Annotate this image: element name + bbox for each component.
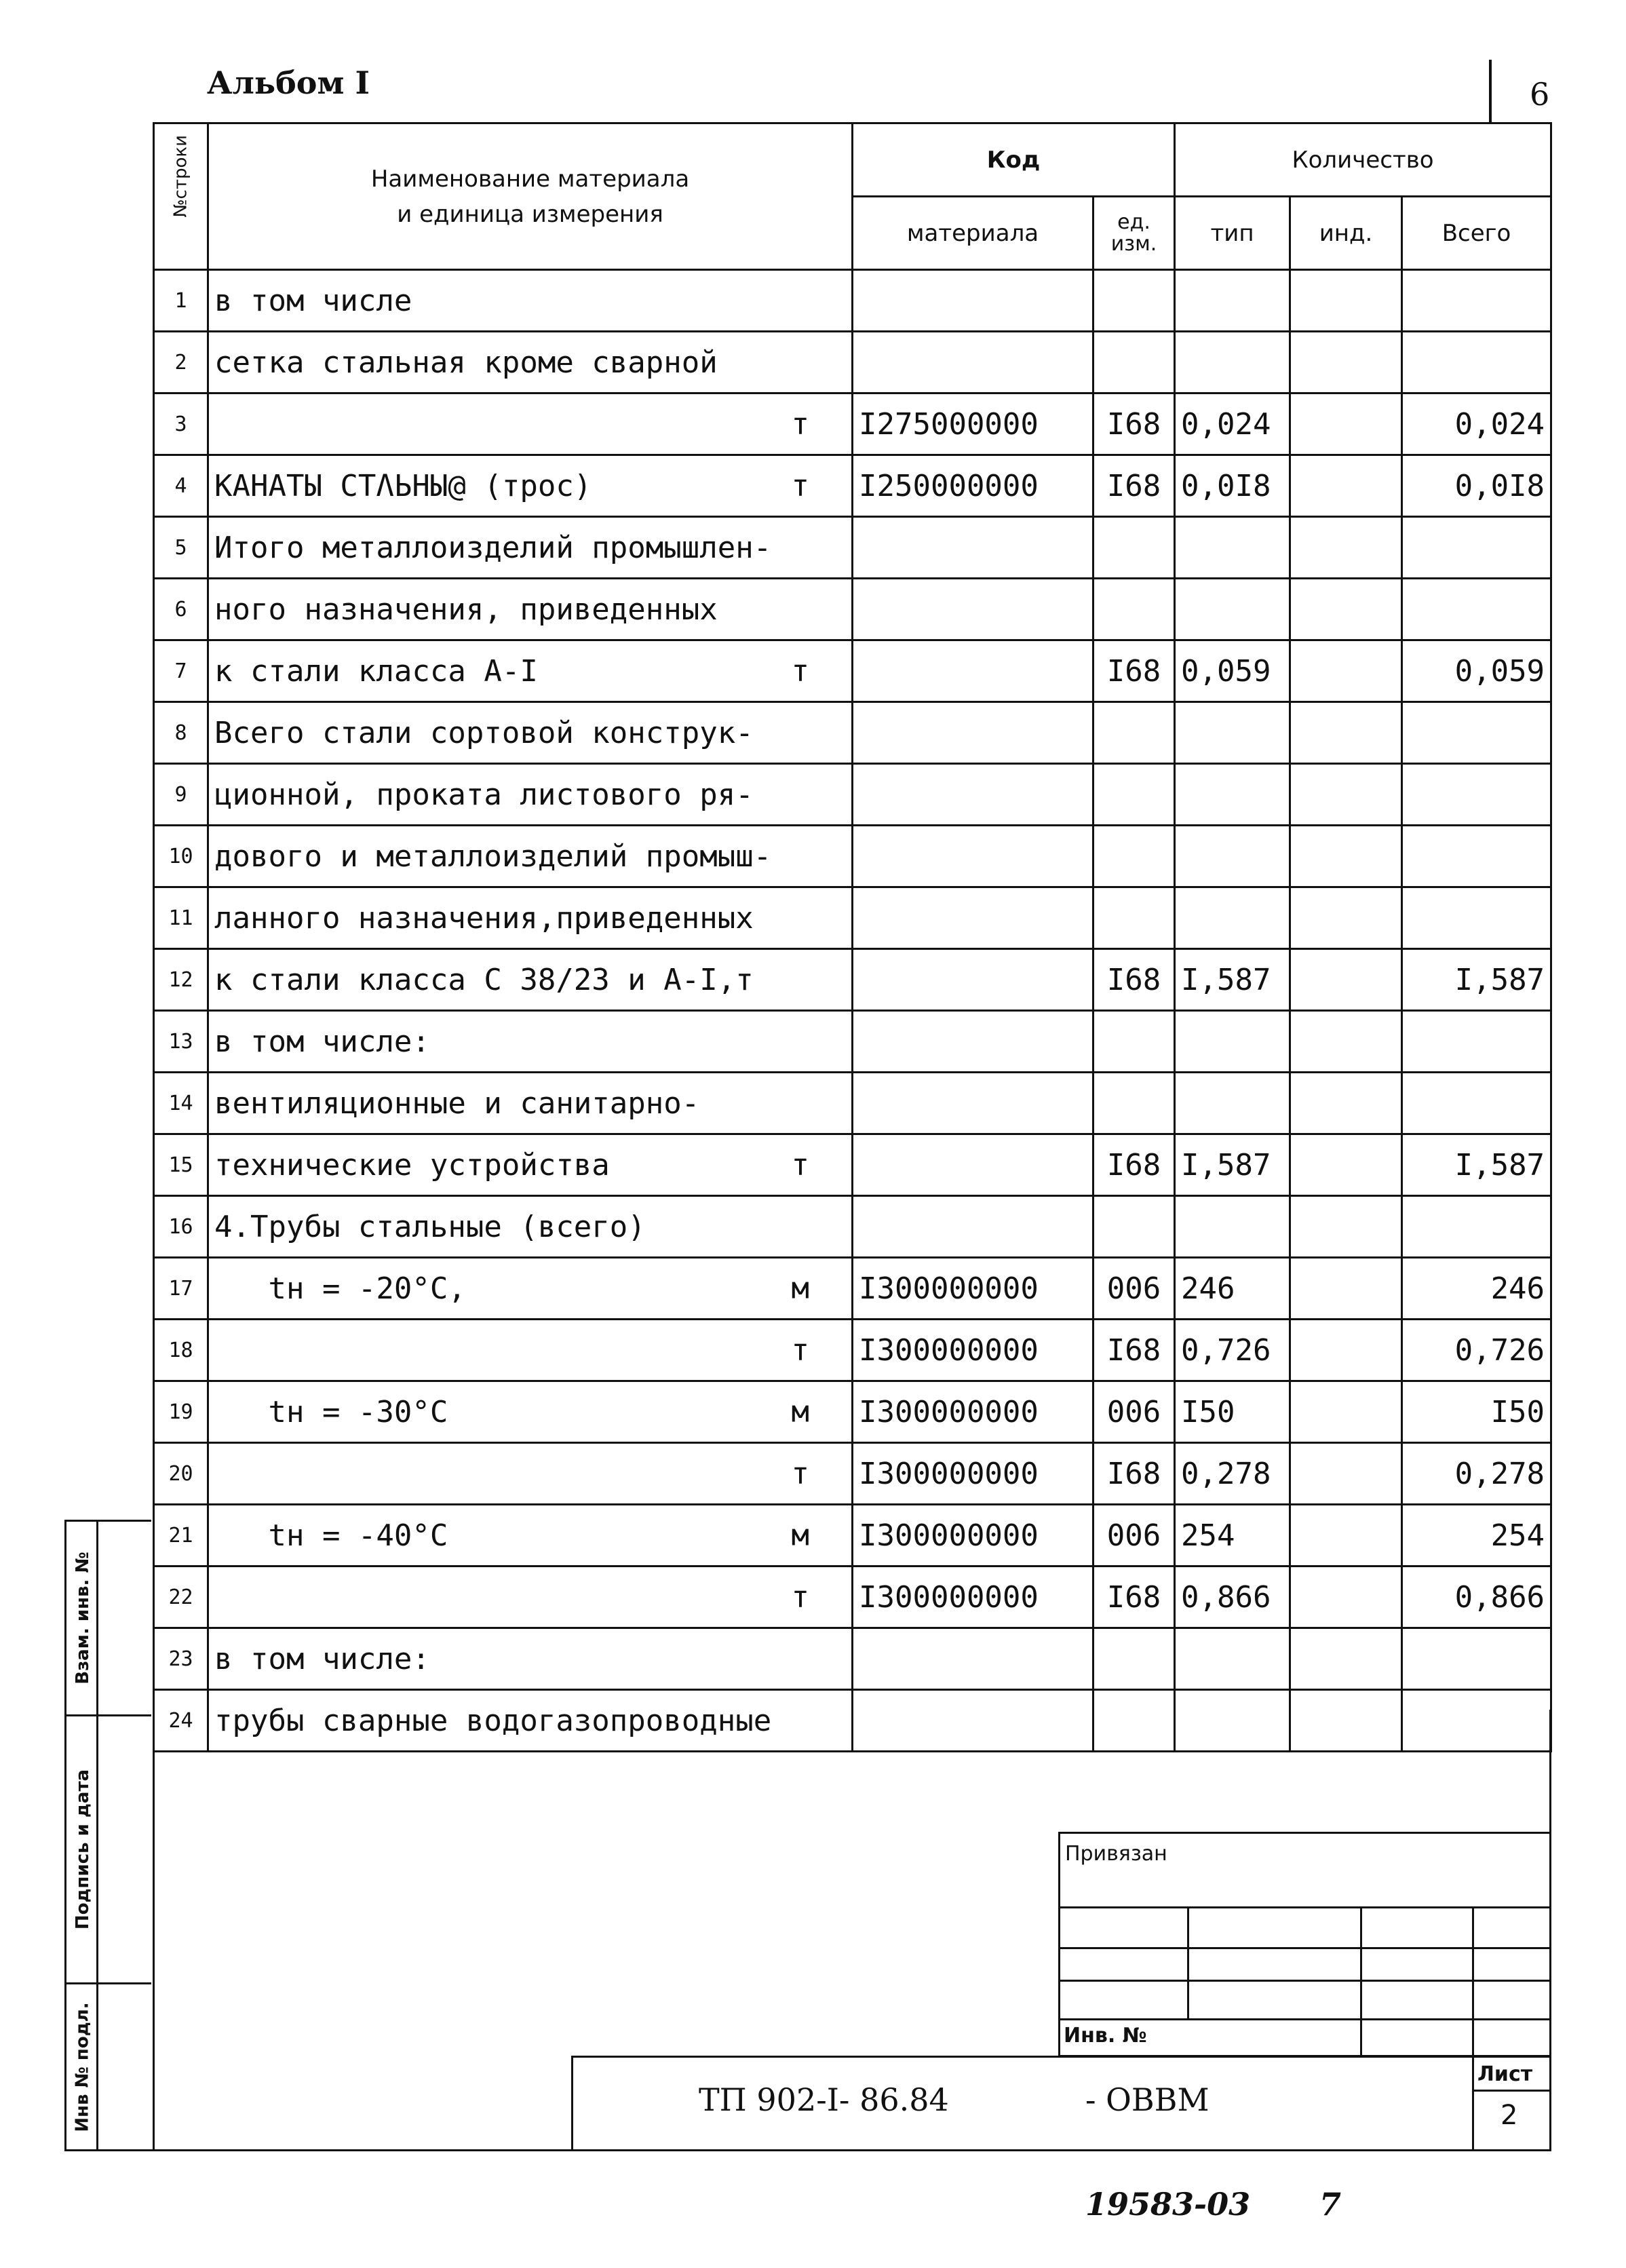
row-qty-ind [1290, 1381, 1402, 1443]
row-number: 1 [154, 270, 208, 332]
row-qty-total [1402, 1690, 1551, 1752]
row-qty-ind [1290, 949, 1402, 1011]
table-row [154, 1443, 1551, 1505]
row-qty-total: 0,059 [1402, 640, 1551, 702]
row-number: 6 [154, 579, 208, 640]
row-unit-code [1093, 1628, 1175, 1690]
row-qty-type [1175, 1011, 1290, 1073]
row-name-text: в том числе [214, 283, 412, 318]
row-name-text: к стали класса А-I [214, 653, 538, 689]
row-number: 17 [154, 1258, 208, 1320]
row-qty-ind [1290, 640, 1402, 702]
row-number: 10 [154, 826, 208, 887]
table-row [154, 1381, 1551, 1443]
row-number: 2 [154, 332, 208, 393]
side-stamp-inv-podl [64, 1982, 151, 2151]
row-code: I300000000 [853, 1381, 1093, 1443]
row-unit-code [1093, 887, 1175, 949]
row-code [853, 887, 1093, 949]
row-number: 11 [154, 887, 208, 949]
row-number: 5 [154, 517, 208, 579]
row-qty-total [1402, 579, 1551, 640]
row-qty-total [1402, 764, 1551, 826]
row-unit-code [1093, 826, 1175, 887]
row-unit-code [1093, 1073, 1175, 1134]
row-name [208, 1628, 853, 1690]
row-unit-code [1093, 1196, 1175, 1258]
row-qty-ind [1290, 517, 1402, 579]
stamp-list-number: 2 [1501, 2100, 1518, 2131]
row-code [853, 1073, 1093, 1134]
side-label-podpis: Подпись и дата [73, 1769, 94, 1930]
row-code: I275000000 [853, 393, 1093, 455]
row-code [853, 949, 1093, 1011]
row-name-text: в том числе: [214, 1024, 430, 1059]
table-row [154, 1628, 1551, 1690]
row-number: 14 [154, 1073, 208, 1134]
row-name-text: дового и металлоизделий промыш- [214, 839, 772, 874]
row-unit-code [1093, 517, 1175, 579]
table-row [154, 1073, 1551, 1134]
row-qty-type [1175, 1628, 1290, 1690]
row-qty-ind [1290, 1505, 1402, 1567]
table-row [154, 1320, 1551, 1381]
row-qty-total: 246 [1402, 1258, 1551, 1320]
row-name [208, 702, 853, 764]
row-name [208, 949, 853, 1011]
table-row [154, 1134, 1551, 1196]
row-name-text: tн = -40°С [214, 1518, 448, 1553]
row-qty-ind [1290, 270, 1402, 332]
row-number: 15 [154, 1134, 208, 1196]
row-number: 21 [154, 1505, 208, 1567]
row-unit-code: I68 [1093, 393, 1175, 455]
table-row [154, 579, 1551, 640]
row-qty-type [1175, 702, 1290, 764]
row-qty-total: 0,0I8 [1402, 455, 1551, 517]
row-qty-type [1175, 826, 1290, 887]
table-row [154, 393, 1551, 455]
row-name [208, 826, 853, 887]
row-qty-total [1402, 332, 1551, 393]
row-qty-type [1175, 579, 1290, 640]
row-name-text: Всего стали сортовой конструк- [214, 715, 754, 750]
row-name-text: ного назначения, приведенных [214, 592, 718, 627]
row-number: 22 [154, 1567, 208, 1628]
row-qty-ind [1290, 455, 1402, 517]
row-unit-code: 006 [1093, 1381, 1175, 1443]
row-qty-type: 0,278 [1175, 1443, 1290, 1505]
row-code: I300000000 [853, 1567, 1093, 1628]
row-name-text: ционной, проката листового ря- [214, 777, 754, 812]
row-qty-type: I,587 [1175, 949, 1290, 1011]
row-qty-type: 0,0I8 [1175, 455, 1290, 517]
row-unit-code [1093, 579, 1175, 640]
row-name [208, 455, 853, 517]
row-qty-ind [1290, 1258, 1402, 1320]
row-code: I300000000 [853, 1320, 1093, 1381]
row-number: 12 [154, 949, 208, 1011]
row-unit: т [791, 1456, 809, 1491]
row-code [853, 1690, 1093, 1752]
row-qty-type [1175, 764, 1290, 826]
row-name [208, 887, 853, 949]
side-stamp-vzam [64, 1520, 151, 1716]
row-unit: м [791, 1394, 809, 1429]
side-label-vzam: Взам. инв. № [73, 1552, 93, 1685]
row-qty-total [1402, 826, 1551, 887]
row-unit-code: 006 [1093, 1505, 1175, 1567]
row-name-text: tн = -30°С [214, 1394, 448, 1429]
table-row [154, 517, 1551, 579]
row-unit-code [1093, 702, 1175, 764]
sheet-number: 7 [1319, 2186, 1342, 2223]
code-material-header: материала [853, 197, 1093, 270]
table-row [154, 455, 1551, 517]
row-number: 16 [154, 1196, 208, 1258]
row-name [208, 332, 853, 393]
row-name [208, 270, 853, 332]
row-unit: м [791, 1271, 809, 1306]
row-unit: т [791, 1332, 809, 1368]
table-row [154, 702, 1551, 764]
row-qty-type [1175, 887, 1290, 949]
row-name-text: к стали класса С 38/23 и А-I,т [214, 962, 754, 997]
row-number: 8 [154, 702, 208, 764]
row-qty-type: 246 [1175, 1258, 1290, 1320]
row-unit-code [1093, 1011, 1175, 1073]
row-qty-total [1402, 1628, 1551, 1690]
row-name-text: сетка стальная кроме сварной [214, 345, 718, 380]
row-code [853, 579, 1093, 640]
row-code [853, 270, 1093, 332]
side-stamp-podpis [64, 1714, 151, 1984]
row-name [208, 1258, 853, 1320]
row-code [853, 1011, 1093, 1073]
row-qty-ind [1290, 1443, 1402, 1505]
row-qty-total [1402, 1073, 1551, 1134]
row-qty-total: I50 [1402, 1381, 1551, 1443]
row-unit: т [791, 1579, 809, 1615]
row-qty-type: 0,866 [1175, 1567, 1290, 1628]
row-unit: м [791, 1518, 809, 1553]
row-number: 13 [154, 1011, 208, 1073]
row-name-text: Итого металлоизделий промышлен- [214, 530, 772, 565]
row-name [208, 1567, 853, 1628]
row-unit: т [791, 1147, 809, 1183]
row-unit-code [1093, 764, 1175, 826]
code-header: Код [853, 123, 1175, 197]
row-name [208, 579, 853, 640]
row-code [853, 1134, 1093, 1196]
row-qty-total: I,587 [1402, 1134, 1551, 1196]
table-row [154, 1011, 1551, 1073]
side-label-inv-podl: Инв № подл. [73, 2001, 93, 2132]
row-qty-type [1175, 1690, 1290, 1752]
row-code [853, 1196, 1093, 1258]
row-qty-type [1175, 1196, 1290, 1258]
stamp-inv-no-label: Инв. № [1064, 2024, 1147, 2048]
row-qty-type: 0,059 [1175, 640, 1290, 702]
row-qty-total [1402, 270, 1551, 332]
row-number-header: №строки [154, 123, 208, 270]
table-row [154, 1505, 1551, 1567]
row-number: 19 [154, 1381, 208, 1443]
row-qty-total [1402, 1011, 1551, 1073]
qty-ind-header: инд. [1290, 197, 1402, 270]
materials-table-body [154, 270, 1551, 1752]
row-unit: т [791, 653, 809, 689]
row-code [853, 702, 1093, 764]
row-qty-type: 254 [1175, 1505, 1290, 1567]
table-row [154, 1690, 1551, 1752]
row-name-text: трубы сварные водогазопроводные [214, 1703, 772, 1738]
row-name [208, 393, 853, 455]
row-unit-code [1093, 270, 1175, 332]
code-unit-header: ед. изм. [1093, 197, 1175, 270]
row-qty-total: 0,866 [1402, 1567, 1551, 1628]
row-qty-ind [1290, 1134, 1402, 1196]
row-name-text: tн = -20°С, [214, 1271, 466, 1306]
row-unit-code: 006 [1093, 1258, 1175, 1320]
row-qty-ind [1290, 887, 1402, 949]
row-number: 9 [154, 764, 208, 826]
row-code [853, 517, 1093, 579]
row-name [208, 1196, 853, 1258]
row-qty-total [1402, 887, 1551, 949]
quantity-header: Количество [1175, 123, 1551, 197]
row-code [853, 640, 1093, 702]
row-code: I300000000 [853, 1258, 1093, 1320]
row-qty-type [1175, 270, 1290, 332]
row-code [853, 764, 1093, 826]
row-qty-total: I,587 [1402, 949, 1551, 1011]
row-qty-total: 0,726 [1402, 1320, 1551, 1381]
row-name [208, 1443, 853, 1505]
row-name [208, 1505, 853, 1567]
row-name [208, 1011, 853, 1073]
row-unit-code: I68 [1093, 1134, 1175, 1196]
row-unit: т [791, 468, 809, 503]
album-label: Альбом I [207, 64, 370, 101]
row-unit-code: I68 [1093, 1320, 1175, 1381]
row-name [208, 764, 853, 826]
name-header: Наименование материала и единица измерения [208, 123, 853, 270]
row-number: 3 [154, 393, 208, 455]
table-row [154, 949, 1551, 1011]
row-qty-ind [1290, 764, 1402, 826]
row-number: 20 [154, 1443, 208, 1505]
stamp-doc-code: ТП 902-I- 86.84 [699, 2081, 949, 2118]
row-qty-total [1402, 702, 1551, 764]
row-unit: т [791, 406, 809, 442]
row-name [208, 1320, 853, 1381]
row-qty-ind [1290, 332, 1402, 393]
row-name [208, 1134, 853, 1196]
stamp-doc-suffix: - ОВВМ [1085, 2081, 1209, 2118]
row-qty-ind [1290, 1320, 1402, 1381]
row-unit-code: I68 [1093, 1567, 1175, 1628]
page-number-divider [1489, 60, 1492, 124]
frame-left [153, 1710, 155, 2151]
row-qty-ind [1290, 579, 1402, 640]
row-qty-total [1402, 1196, 1551, 1258]
archive-number: 19583-03 [1085, 2186, 1251, 2223]
row-name [208, 1073, 853, 1134]
row-qty-type [1175, 1073, 1290, 1134]
row-unit-code: I68 [1093, 1443, 1175, 1505]
row-name-text: в том числе: [214, 1641, 430, 1676]
row-code [853, 332, 1093, 393]
row-name [208, 1690, 853, 1752]
row-qty-ind [1290, 1011, 1402, 1073]
row-qty-ind [1290, 1628, 1402, 1690]
row-unit-code: I68 [1093, 455, 1175, 517]
row-qty-ind [1290, 1196, 1402, 1258]
stamp-list-label: Лист [1477, 2062, 1533, 2086]
row-name-text: КАНАТЫ СТΛЬНЫ@ (трос) [214, 468, 592, 503]
qty-total-header: Всего [1402, 197, 1551, 270]
stamp-privyazan-label: Привязан [1065, 1842, 1167, 1866]
row-qty-total: 0,278 [1402, 1443, 1551, 1505]
row-name-text: технические устройства [214, 1147, 610, 1183]
row-code: I300000000 [853, 1505, 1093, 1567]
table-row [154, 270, 1551, 332]
row-qty-ind [1290, 1073, 1402, 1134]
table-row [154, 826, 1551, 887]
qty-type-header: тип [1175, 197, 1290, 270]
table-row [154, 1258, 1551, 1320]
row-unit-code [1093, 332, 1175, 393]
row-qty-type: I50 [1175, 1381, 1290, 1443]
table-row [154, 1196, 1551, 1258]
materials-table [153, 122, 1552, 1752]
table-row [154, 764, 1551, 826]
row-qty-total: 0,024 [1402, 393, 1551, 455]
row-qty-ind [1290, 393, 1402, 455]
row-name-text: 4.Трубы стальные (всего) [214, 1209, 646, 1244]
table-row [154, 332, 1551, 393]
row-qty-total: 254 [1402, 1505, 1551, 1567]
row-name-text: вентиляционные и санитарно- [214, 1085, 700, 1121]
row-qty-type: 0,024 [1175, 393, 1290, 455]
row-qty-type [1175, 517, 1290, 579]
row-qty-ind [1290, 1567, 1402, 1628]
row-qty-ind [1290, 702, 1402, 764]
row-qty-ind [1290, 1690, 1402, 1752]
row-unit-code: I68 [1093, 640, 1175, 702]
row-code: I300000000 [853, 1443, 1093, 1505]
table-row [154, 887, 1551, 949]
table-row [154, 640, 1551, 702]
row-qty-type: 0,726 [1175, 1320, 1290, 1381]
row-qty-type [1175, 332, 1290, 393]
row-name [208, 1381, 853, 1443]
row-name [208, 640, 853, 702]
row-code [853, 1628, 1093, 1690]
row-number: 24 [154, 1690, 208, 1752]
row-number: 4 [154, 455, 208, 517]
row-number: 23 [154, 1628, 208, 1690]
row-unit-code: I68 [1093, 949, 1175, 1011]
row-code [853, 826, 1093, 887]
row-qty-type: I,587 [1175, 1134, 1290, 1196]
row-number: 7 [154, 640, 208, 702]
row-name-text: ланного назначения,приведенных [214, 900, 754, 936]
row-qty-total [1402, 517, 1551, 579]
row-name [208, 517, 853, 579]
row-qty-ind [1290, 826, 1402, 887]
table-row [154, 1567, 1551, 1628]
row-number: 18 [154, 1320, 208, 1381]
row-code: I250000000 [853, 455, 1093, 517]
page-number: 6 [1530, 76, 1550, 113]
row-unit-code [1093, 1690, 1175, 1752]
